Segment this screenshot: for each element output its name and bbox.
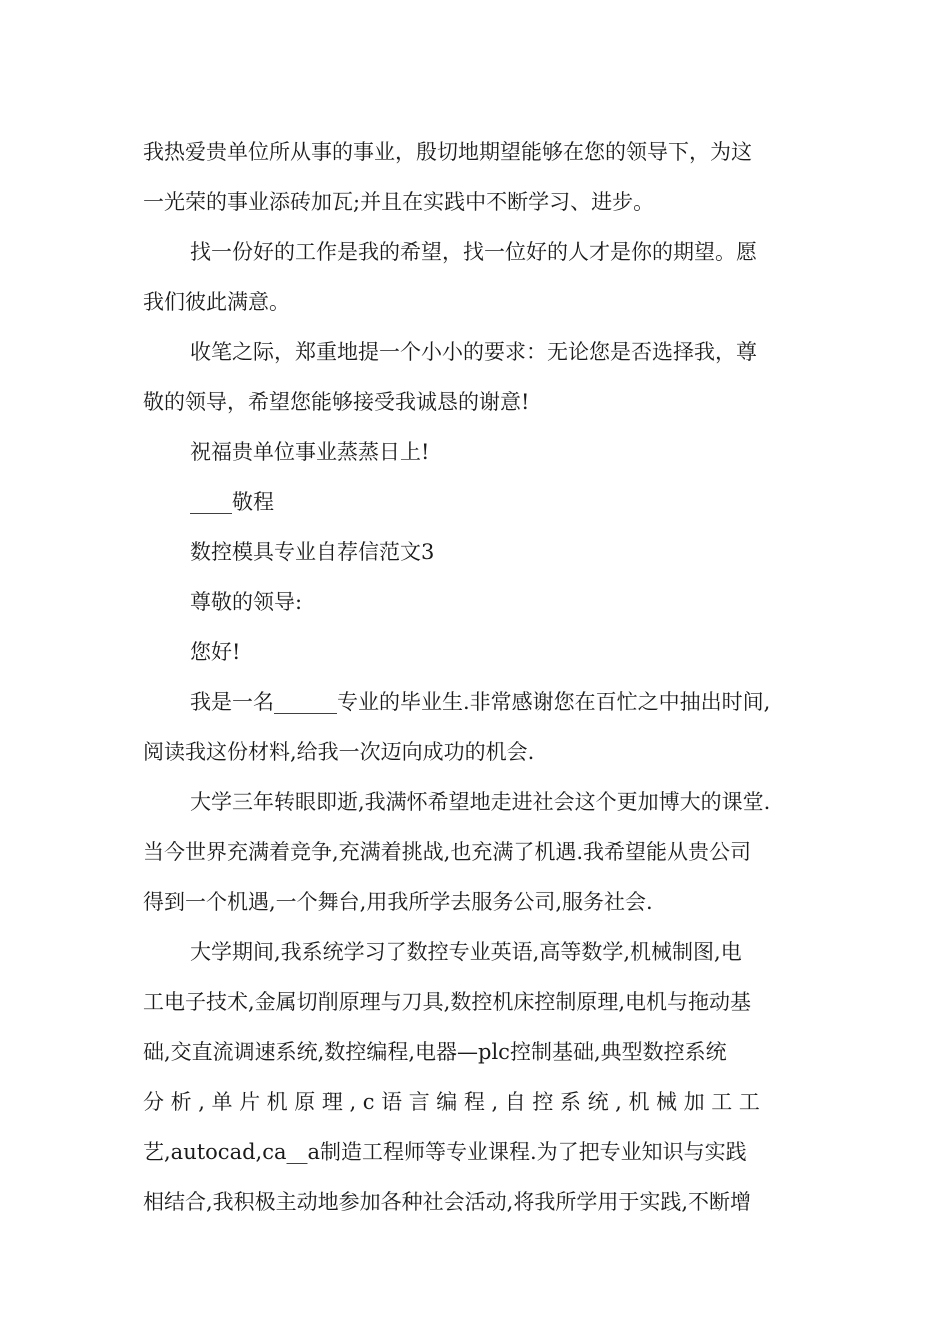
text-line: 祝福贵单位事业蒸蒸日上! xyxy=(190,440,430,464)
text-line: 敬的领导，希望您能够接受我诚恳的谢意! xyxy=(143,390,530,414)
text-line: 得到一个机遇,一个舞台,用我所学去服务公司,服务社会. xyxy=(143,890,653,914)
text-line: 艺,autocad,ca__a制造工程师等专业课程.为了把专业知识与实践 xyxy=(143,1140,747,1164)
text-line: 收笔之际，郑重地提一个小小的要求：无论您是否选择我，尊 xyxy=(190,340,757,364)
text-line: 我们彼此满意。 xyxy=(143,290,290,314)
text-line: 阅读我这份材料,给我一次迈向成功的机会. xyxy=(143,740,535,764)
greeting: 您好! xyxy=(190,640,241,664)
salutation: 尊敬的领导: xyxy=(190,590,303,614)
text-line: 大学期间,我系统学习了数控专业英语,高等数学,机械制图,电 xyxy=(190,940,742,964)
text-line: 相结合,我积极主动地参加各种社会活动,将我所学用于实践,不断增 xyxy=(143,1190,752,1214)
text-line: 我是一名______专业的毕业生.非常感谢您在百忙之中抽出时间, xyxy=(190,690,771,714)
text-line: 分析,单片机原理,c语言编程,自控系统,机械加工工 xyxy=(143,1090,767,1114)
text-line: 我热爱贵单位所从事的事业，殷切地期望能够在您的领导下，为这 xyxy=(143,140,752,164)
text-line: 找一份好的工作是我的希望，找一位好的人才是你的期望。愿 xyxy=(190,240,757,264)
section-title: 数控模具专业自荐信范文3 xyxy=(190,540,435,564)
text-line: 当今世界充满着竞争,充满着挑战,也充满了机遇.我希望能从贵公司 xyxy=(143,840,752,864)
signature-line: ____敬程 xyxy=(190,490,274,514)
text-line: 大学三年转眼即逝,我满怀希望地走进社会这个更加博大的课堂. xyxy=(190,790,771,814)
text-line: 一光荣的事业添砖加瓦;并且在实践中不断学习、进步。 xyxy=(143,190,655,214)
text-line: 工电子技术,金属切削原理与刀具,数控机床控制原理,电机与拖动基 xyxy=(143,990,752,1014)
text-line: 础,交直流调速系统,数控编程,电器—plc控制基础,典型数控系统 xyxy=(143,1040,727,1064)
